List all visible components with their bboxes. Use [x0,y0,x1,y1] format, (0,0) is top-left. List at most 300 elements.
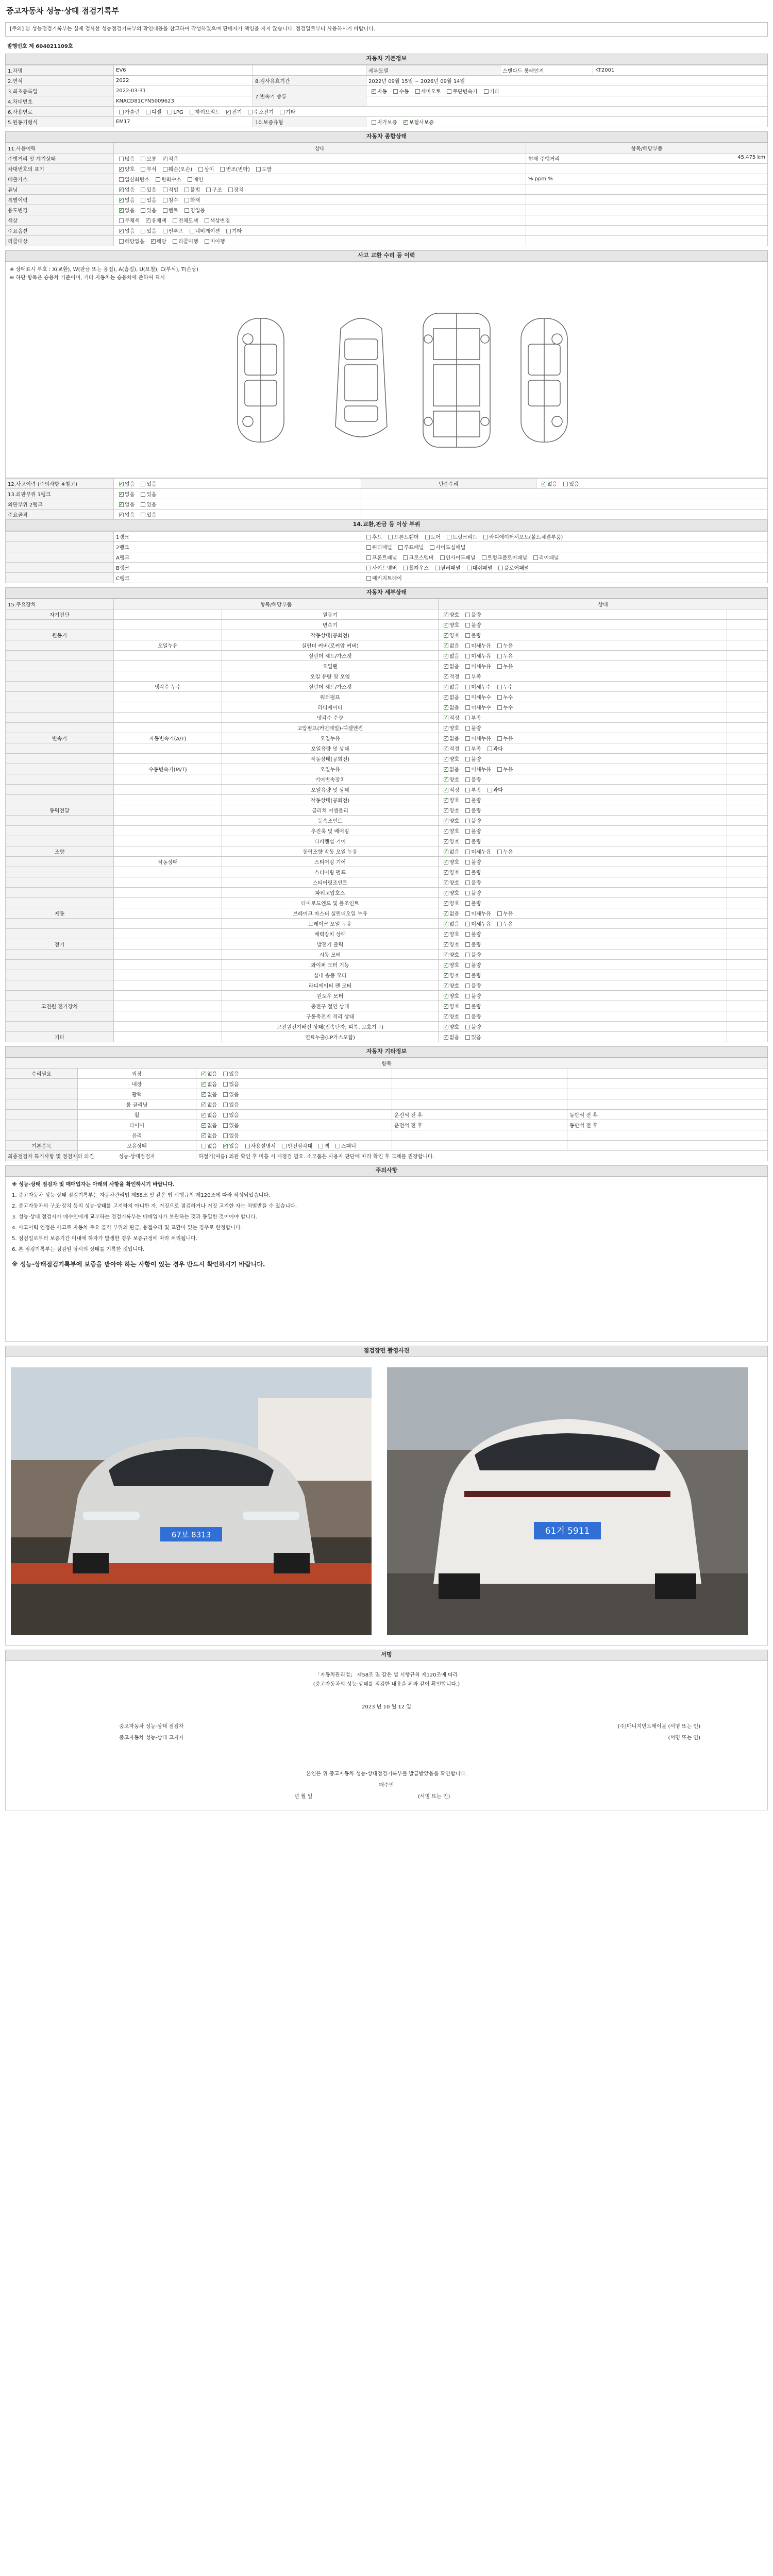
checkbox-icon[interactable] [465,716,470,720]
checkbox-icon[interactable] [119,218,124,223]
checkbox-option[interactable] [462,724,481,732]
checkbox-icon[interactable] [205,218,209,223]
checkbox-icon[interactable] [163,198,167,202]
checkbox-option[interactable] [494,703,513,711]
checkbox-option[interactable] [494,641,513,649]
checked-box-icon[interactable] [444,932,448,937]
checkbox-option[interactable] [363,564,397,571]
checkbox-option[interactable] [116,216,140,224]
checkbox-icon[interactable] [465,654,470,658]
checkbox-icon[interactable] [425,535,430,539]
checkbox-option[interactable] [437,553,476,561]
checkbox-option[interactable] [462,611,481,618]
checkbox-icon[interactable] [465,695,470,700]
checkbox-option[interactable] [462,796,481,804]
checkbox-icon[interactable] [146,110,150,114]
checkbox-option[interactable] [494,920,513,927]
checkbox-option[interactable] [441,796,459,804]
checkbox-option[interactable] [363,543,392,551]
checked-box-icon[interactable] [163,157,167,161]
checked-box-icon[interactable] [119,198,124,202]
checkbox-option[interactable] [479,553,527,561]
checkbox-option[interactable] [462,1002,481,1010]
checkbox-option[interactable] [138,165,156,173]
checked-box-icon[interactable] [444,1014,448,1019]
checkbox-option[interactable] [441,714,459,721]
checkbox-option[interactable] [160,165,192,173]
checkbox-option[interactable] [198,1142,217,1149]
checked-box-icon[interactable] [119,208,124,213]
checkbox-option[interactable] [462,909,491,917]
checkbox-option[interactable] [116,480,135,487]
checkbox-option[interactable] [116,108,140,115]
checkbox-option[interactable] [462,693,491,701]
checkbox-option[interactable] [198,1121,217,1129]
checkbox-icon[interactable] [465,747,470,751]
checkbox-option[interactable] [462,703,491,711]
checkbox-icon[interactable] [220,167,225,172]
checkbox-icon[interactable] [141,157,145,161]
checked-box-icon[interactable] [444,870,448,875]
checkbox-icon[interactable] [245,1144,250,1148]
checkbox-option[interactable] [441,755,459,762]
checkbox-option[interactable] [242,1142,276,1149]
checkbox-icon[interactable] [497,736,502,741]
checkbox-option[interactable] [462,920,491,927]
checkbox-icon[interactable] [190,110,194,114]
checkbox-option[interactable] [441,899,459,907]
checkbox-option[interactable] [494,734,513,742]
checkbox-option[interactable] [441,611,459,618]
checkbox-option[interactable] [441,672,459,680]
checkbox-option[interactable] [164,110,183,115]
checked-box-icon[interactable] [223,1144,228,1148]
checkbox-option[interactable] [220,1070,239,1077]
checkbox-icon[interactable] [335,1144,340,1148]
checkbox-option[interactable] [494,909,513,917]
checkbox-option[interactable] [201,216,230,224]
checkbox-option[interactable] [462,930,481,938]
checkbox-option[interactable] [462,744,481,752]
checked-box-icon[interactable] [444,839,448,844]
checked-box-icon[interactable] [404,120,408,125]
checkbox-icon[interactable] [223,1103,228,1107]
checkbox-icon[interactable] [184,188,189,192]
checkbox-option[interactable] [462,1033,481,1041]
checkbox-option[interactable] [363,533,382,540]
checkbox-option[interactable] [462,961,481,969]
checkbox-option[interactable] [462,858,481,866]
checkbox-icon[interactable] [467,566,472,570]
checkbox-option[interactable] [220,1100,239,1108]
checkbox-option[interactable] [198,1090,217,1098]
checkbox-option[interactable] [441,992,459,999]
checkbox-icon[interactable] [465,705,470,710]
checkbox-option[interactable] [160,185,178,193]
checkbox-option[interactable] [462,889,481,896]
checked-box-icon[interactable] [444,695,448,700]
checkbox-icon[interactable] [163,229,167,233]
checkbox-icon[interactable] [173,218,177,223]
checkbox-icon[interactable] [533,555,538,560]
checkbox-option[interactable] [400,118,434,126]
checkbox-icon[interactable] [465,994,470,998]
checkbox-option[interactable] [462,1023,481,1030]
checkbox-option[interactable] [368,87,387,95]
checkbox-option[interactable] [494,683,513,690]
checkbox-option[interactable] [560,480,579,487]
checkbox-icon[interactable] [465,911,470,916]
checked-box-icon[interactable] [201,1072,206,1076]
checkbox-option[interactable] [138,480,156,487]
checkbox-option[interactable] [138,227,156,234]
checkbox-option[interactable] [116,175,149,183]
checkbox-option[interactable] [464,564,493,571]
checkbox-option[interactable] [441,1033,459,1041]
checkbox-icon[interactable] [435,566,440,570]
checkbox-option[interactable] [441,744,459,752]
checked-box-icon[interactable] [444,819,448,823]
checkbox-icon[interactable] [447,89,451,94]
checkbox-option[interactable] [153,175,181,183]
checkbox-option[interactable] [494,765,513,773]
checkbox-icon[interactable] [415,89,420,94]
checkbox-option[interactable] [116,500,135,508]
checkbox-option[interactable] [184,175,203,183]
checked-box-icon[interactable] [119,482,124,486]
checkbox-option[interactable] [217,165,249,173]
checkbox-option[interactable] [198,1131,217,1139]
checkbox-icon[interactable] [465,839,470,844]
checkbox-option[interactable] [277,108,295,115]
checkbox-option[interactable] [279,1142,312,1149]
checkbox-option[interactable] [148,237,166,245]
checkbox-icon[interactable] [190,229,194,233]
checkbox-option[interactable] [160,206,178,214]
checkbox-icon[interactable] [465,726,470,731]
checkbox-option[interactable] [432,564,461,571]
checkbox-icon[interactable] [484,89,489,94]
checkbox-option[interactable] [441,703,459,711]
checkbox-icon[interactable] [184,208,189,213]
checkbox-option[interactable] [138,511,156,518]
checkbox-option[interactable] [395,543,424,551]
checkbox-icon[interactable] [465,613,470,617]
checkbox-icon[interactable] [366,555,371,560]
checked-box-icon[interactable] [444,1004,448,1009]
checkbox-option[interactable] [441,652,459,659]
checkbox-icon[interactable] [465,798,470,803]
checkbox-option[interactable] [441,1023,459,1030]
checkbox-option[interactable] [462,672,481,680]
checkbox-option[interactable] [116,185,135,193]
checkbox-option[interactable] [138,185,156,193]
checkbox-option[interactable] [198,1111,217,1118]
checkbox-option[interactable] [160,155,178,162]
checkbox-icon[interactable] [201,1144,206,1148]
checked-box-icon[interactable] [444,726,448,731]
checkbox-icon[interactable] [388,535,393,539]
checkbox-icon[interactable] [430,545,434,550]
checkbox-icon[interactable] [282,1144,287,1148]
checked-box-icon[interactable] [444,788,448,792]
checkbox-icon[interactable] [465,674,470,679]
checkbox-icon[interactable] [465,922,470,926]
checkbox-option[interactable] [462,662,491,670]
checkbox-option[interactable] [170,216,198,224]
checkbox-icon[interactable] [497,705,502,710]
checkbox-option[interactable] [412,87,441,95]
checkbox-option[interactable] [462,765,491,773]
checkbox-icon[interactable] [205,239,209,244]
checked-box-icon[interactable] [444,623,448,628]
checkbox-option[interactable] [441,858,459,866]
checkbox-option[interactable] [444,87,477,95]
checked-box-icon[interactable] [444,674,448,679]
checkbox-icon[interactable] [465,736,470,741]
checkbox-option[interactable] [441,827,459,835]
checkbox-icon[interactable] [141,492,145,497]
checked-box-icon[interactable] [444,1025,448,1029]
checkbox-option[interactable] [462,621,481,629]
checkbox-option[interactable] [160,227,183,234]
checkbox-option[interactable] [253,165,272,173]
checkbox-option[interactable] [198,1100,217,1108]
checkbox-option[interactable] [462,683,491,690]
checkbox-option[interactable] [441,961,459,969]
checkbox-option[interactable] [462,631,481,639]
checked-box-icon[interactable] [201,1113,206,1117]
checkbox-icon[interactable] [465,1035,470,1040]
checkbox-option[interactable] [138,206,156,214]
checkbox-icon[interactable] [119,239,124,244]
checkbox-icon[interactable] [366,535,371,539]
checkbox-icon[interactable] [141,229,145,233]
checkbox-option[interactable] [427,543,465,551]
checkbox-icon[interactable] [141,198,145,202]
checkbox-icon[interactable] [141,167,145,172]
checkbox-option[interactable] [160,196,178,204]
checkbox-option[interactable] [201,237,225,245]
checked-box-icon[interactable] [542,482,546,486]
checkbox-option[interactable] [400,564,429,571]
checkbox-icon[interactable] [497,911,502,916]
checkbox-option[interactable] [484,786,503,793]
checkbox-icon[interactable] [366,576,371,581]
checkbox-option[interactable] [170,237,198,245]
checkbox-option[interactable] [441,693,459,701]
checkbox-option[interactable] [315,1142,329,1149]
checkbox-option[interactable] [363,574,402,582]
checkbox-icon[interactable] [497,850,502,854]
checked-box-icon[interactable] [444,963,448,968]
checked-box-icon[interactable] [444,685,448,689]
checkbox-icon[interactable] [188,177,192,182]
checkbox-icon[interactable] [465,963,470,968]
checkbox-icon[interactable] [318,1144,323,1148]
checkbox-icon[interactable] [465,850,470,854]
checked-box-icon[interactable] [444,880,448,885]
checkbox-icon[interactable] [141,188,145,192]
checkbox-option[interactable] [138,500,156,508]
checkbox-option[interactable] [143,108,161,115]
checkbox-icon[interactable] [465,984,470,988]
checkbox-option[interactable] [390,87,409,95]
checked-box-icon[interactable] [119,167,124,172]
checkbox-option[interactable] [116,227,135,234]
checkbox-option[interactable] [462,992,481,999]
checkbox-option[interactable] [181,206,205,214]
checked-box-icon[interactable] [119,188,124,192]
checkbox-icon[interactable] [497,643,502,648]
checked-box-icon[interactable] [444,798,448,803]
checkbox-icon[interactable] [167,110,172,114]
checkbox-option[interactable] [441,724,459,732]
checkbox-option[interactable] [480,533,563,540]
checkbox-icon[interactable] [393,89,398,94]
checkbox-option[interactable] [462,878,481,886]
checked-box-icon[interactable] [444,777,448,782]
checkbox-option[interactable] [462,806,481,814]
checkbox-option[interactable] [441,868,459,876]
checkbox-icon[interactable] [465,942,470,947]
checkbox-icon[interactable] [465,788,470,792]
checkbox-option[interactable] [195,165,214,173]
checkbox-icon[interactable] [465,880,470,885]
checked-box-icon[interactable] [201,1092,206,1097]
checkbox-icon[interactable] [497,685,502,689]
checkbox-option[interactable] [220,1131,239,1139]
checkbox-icon[interactable] [156,177,160,182]
checkbox-option[interactable] [462,837,481,845]
checkbox-option[interactable] [530,553,559,561]
checked-box-icon[interactable] [444,911,448,916]
checkbox-option[interactable] [462,848,491,855]
checkbox-option[interactable] [187,108,220,115]
checkbox-icon[interactable] [223,1072,228,1076]
checked-box-icon[interactable] [444,716,448,720]
checkbox-icon[interactable] [403,566,408,570]
checkbox-option[interactable] [400,553,433,561]
checkbox-option[interactable] [462,868,481,876]
checkbox-icon[interactable] [465,1014,470,1019]
checkbox-option[interactable] [441,920,459,927]
checked-box-icon[interactable] [444,850,448,854]
checkbox-icon[interactable] [488,788,492,792]
checked-box-icon[interactable] [444,829,448,834]
checkbox-option[interactable] [494,693,513,701]
checkbox-icon[interactable] [398,545,403,550]
checkbox-icon[interactable] [206,188,211,192]
checkbox-option[interactable] [116,237,145,245]
checked-box-icon[interactable] [444,705,448,710]
checkbox-option[interactable] [441,940,459,948]
checkbox-option[interactable] [220,1111,239,1118]
checkbox-option[interactable] [462,755,481,762]
checkbox-option[interactable] [441,765,459,773]
checkbox-icon[interactable] [465,870,470,875]
checked-box-icon[interactable] [444,664,448,669]
checkbox-option[interactable] [462,641,491,649]
checkbox-icon[interactable] [465,777,470,782]
checkbox-option[interactable] [462,981,481,989]
checkbox-icon[interactable] [465,973,470,978]
checkbox-option[interactable] [220,1121,239,1129]
checkbox-icon[interactable] [465,633,470,638]
checked-box-icon[interactable] [444,901,448,906]
checkbox-icon[interactable] [465,1025,470,1029]
checkbox-icon[interactable] [447,535,451,539]
checkbox-option[interactable] [441,683,459,690]
checkbox-option[interactable] [220,1080,239,1088]
checkbox-icon[interactable] [488,747,492,751]
checkbox-option[interactable] [441,971,459,979]
checkbox-option[interactable] [223,108,242,115]
checked-box-icon[interactable] [444,922,448,926]
checkbox-icon[interactable] [223,1123,228,1128]
checkbox-option[interactable] [462,786,481,793]
checkbox-option[interactable] [484,744,503,752]
checkbox-icon[interactable] [119,177,124,182]
checkbox-option[interactable] [441,775,459,783]
checked-box-icon[interactable] [444,747,448,751]
checkbox-option[interactable] [441,1012,459,1020]
checkbox-option[interactable] [494,848,513,855]
checkbox-icon[interactable] [465,932,470,937]
checkbox-icon[interactable] [223,1092,228,1097]
checked-box-icon[interactable] [444,994,448,998]
checkbox-option[interactable] [138,155,156,162]
checkbox-option[interactable] [462,775,481,783]
checkbox-option[interactable] [462,652,491,659]
checked-box-icon[interactable] [444,1035,448,1040]
checkbox-icon[interactable] [497,695,502,700]
checkbox-option[interactable] [422,533,441,540]
checkbox-option[interactable] [441,631,459,639]
checked-box-icon[interactable] [444,953,448,957]
checked-box-icon[interactable] [119,502,124,507]
checked-box-icon[interactable] [444,942,448,947]
checkbox-icon[interactable] [497,654,502,658]
checked-box-icon[interactable] [119,229,124,233]
checkbox-option[interactable] [441,641,459,649]
checkbox-icon[interactable] [226,229,231,233]
checked-box-icon[interactable] [444,633,448,638]
checkbox-icon[interactable] [497,922,502,926]
checkbox-option[interactable] [385,533,418,540]
checkbox-icon[interactable] [366,545,371,550]
checkbox-icon[interactable] [465,860,470,865]
checkbox-icon[interactable] [163,208,167,213]
checkbox-option[interactable] [539,480,557,487]
checkbox-option[interactable] [481,87,499,95]
checked-box-icon[interactable] [444,973,448,978]
checkbox-icon[interactable] [465,901,470,906]
checkbox-icon[interactable] [465,685,470,689]
checkbox-icon[interactable] [280,110,284,114]
checkbox-option[interactable] [116,511,135,518]
checked-box-icon[interactable] [372,89,376,94]
checkbox-option[interactable] [363,553,397,561]
checkbox-option[interactable] [444,533,477,540]
checked-box-icon[interactable] [444,767,448,772]
checkbox-option[interactable] [181,196,200,204]
checkbox-option[interactable] [462,827,481,835]
checkbox-option[interactable] [441,837,459,845]
checkbox-icon[interactable] [198,167,203,172]
checkbox-icon[interactable] [483,535,488,539]
checked-box-icon[interactable] [444,860,448,865]
